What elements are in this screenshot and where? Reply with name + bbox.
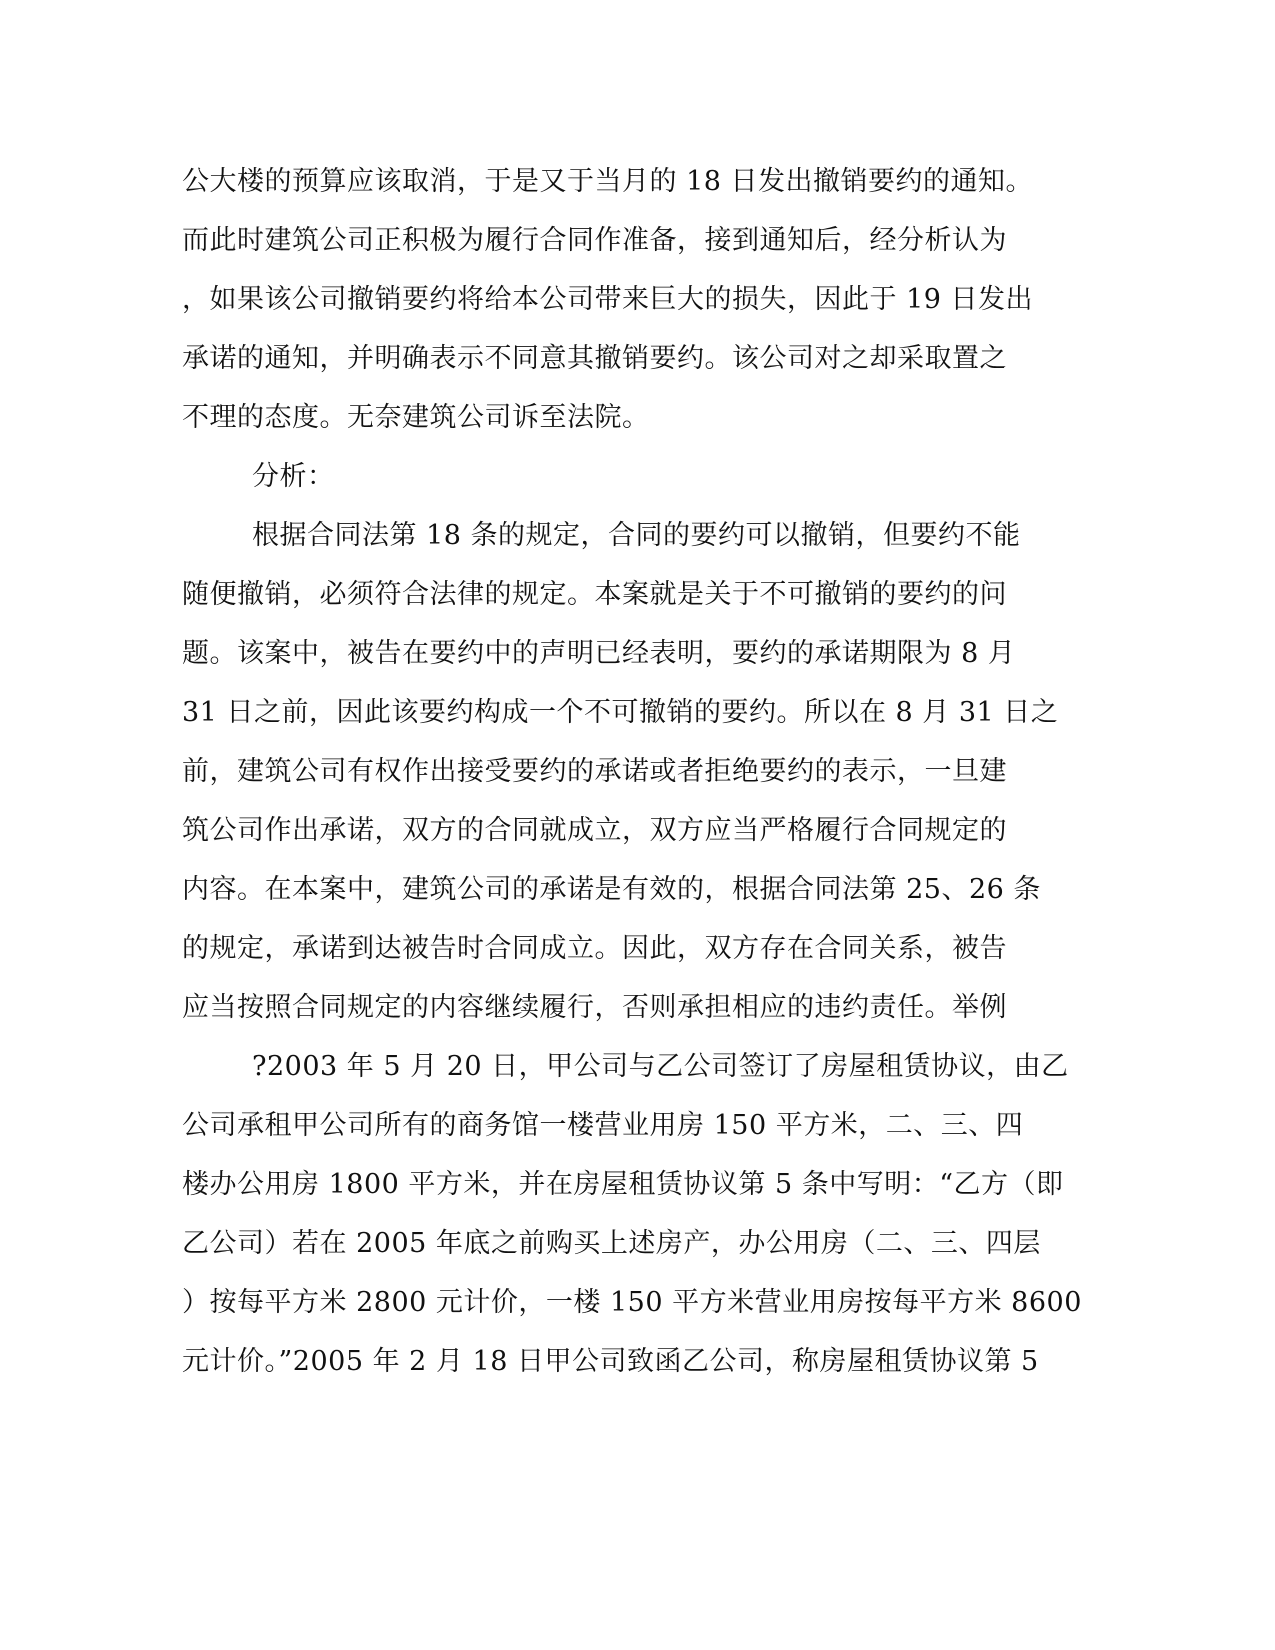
text-line: 筑公司作出承诺，双方的合同就成立，双方应当严格履行合同规定的 bbox=[182, 815, 1007, 846]
text-line: ?2003 年 5 月 20 日，甲公司与乙公司签订了房屋租赁协议，由乙 bbox=[252, 1051, 1069, 1082]
text-line: 不理的态度。无奈建筑公司诉至法院。 bbox=[182, 402, 650, 433]
text-line: 公司承租甲公司所有的商务馆一楼营业用房 150 平方米，二、三、四 bbox=[182, 1110, 1024, 1141]
text-line: 前，建筑公司有权作出接受要约的承诺或者拒绝要约的表示，一旦建 bbox=[182, 756, 1007, 787]
text-line: ）按每平方米 2800 元计价，一楼 150 平方米营业用房按每平方米 8600 bbox=[182, 1287, 1082, 1318]
text-line: 公大楼的预算应该取消，于是又于当月的 18 日发出撤销要约的通知。 bbox=[182, 166, 1034, 197]
text-line: 内容。在本案中，建筑公司的承诺是有效的，根据合同法第 25、26 条 bbox=[182, 874, 1041, 905]
text-line: ，如果该公司撤销要约将给本公司带来巨大的损失，因此于 19 日发出 bbox=[182, 284, 1034, 315]
text-line: 的规定，承诺到达被告时合同成立。因此，双方存在合同关系，被告 bbox=[182, 933, 1007, 964]
section-heading: 分析： bbox=[252, 461, 335, 492]
text-line: 应当按照合同规定的内容继续履行，否则承担相应的违约责任。举例 bbox=[182, 992, 1007, 1023]
text-line: 31 日之前，因此该要约构成一个不可撤销的要约。所以在 8 月 31 日之 bbox=[182, 697, 1059, 728]
text-line: 随便撤销，必须符合法律的规定。本案就是关于不可撤销的要约的问 bbox=[182, 579, 1007, 610]
text-line: 乙公司）若在 2005 年底之前购买上述房产，办公用房（二、三、四层 bbox=[182, 1228, 1041, 1259]
text-line: 元计价。”2005 年 2 月 18 日甲公司致函乙公司，称房屋租赁协议第 5 bbox=[182, 1346, 1039, 1377]
text-line: 题。该案中，被告在要约中的声明已经表明，要约的承诺期限为 8 月 bbox=[182, 638, 1016, 669]
text-line: 而此时建筑公司正积极为履行合同作准备，接到通知后，经分析认为 bbox=[182, 225, 1007, 256]
text-line: 根据合同法第 18 条的规定，合同的要约可以撤销，但要约不能 bbox=[252, 520, 1021, 551]
text-line: 承诺的通知，并明确表示不同意其撤销要约。该公司对之却采取置之 bbox=[182, 343, 1007, 374]
text-line: 楼办公用房 1800 平方米，并在房屋租赁协议第 5 条中写明：“乙方（即 bbox=[182, 1169, 1064, 1200]
